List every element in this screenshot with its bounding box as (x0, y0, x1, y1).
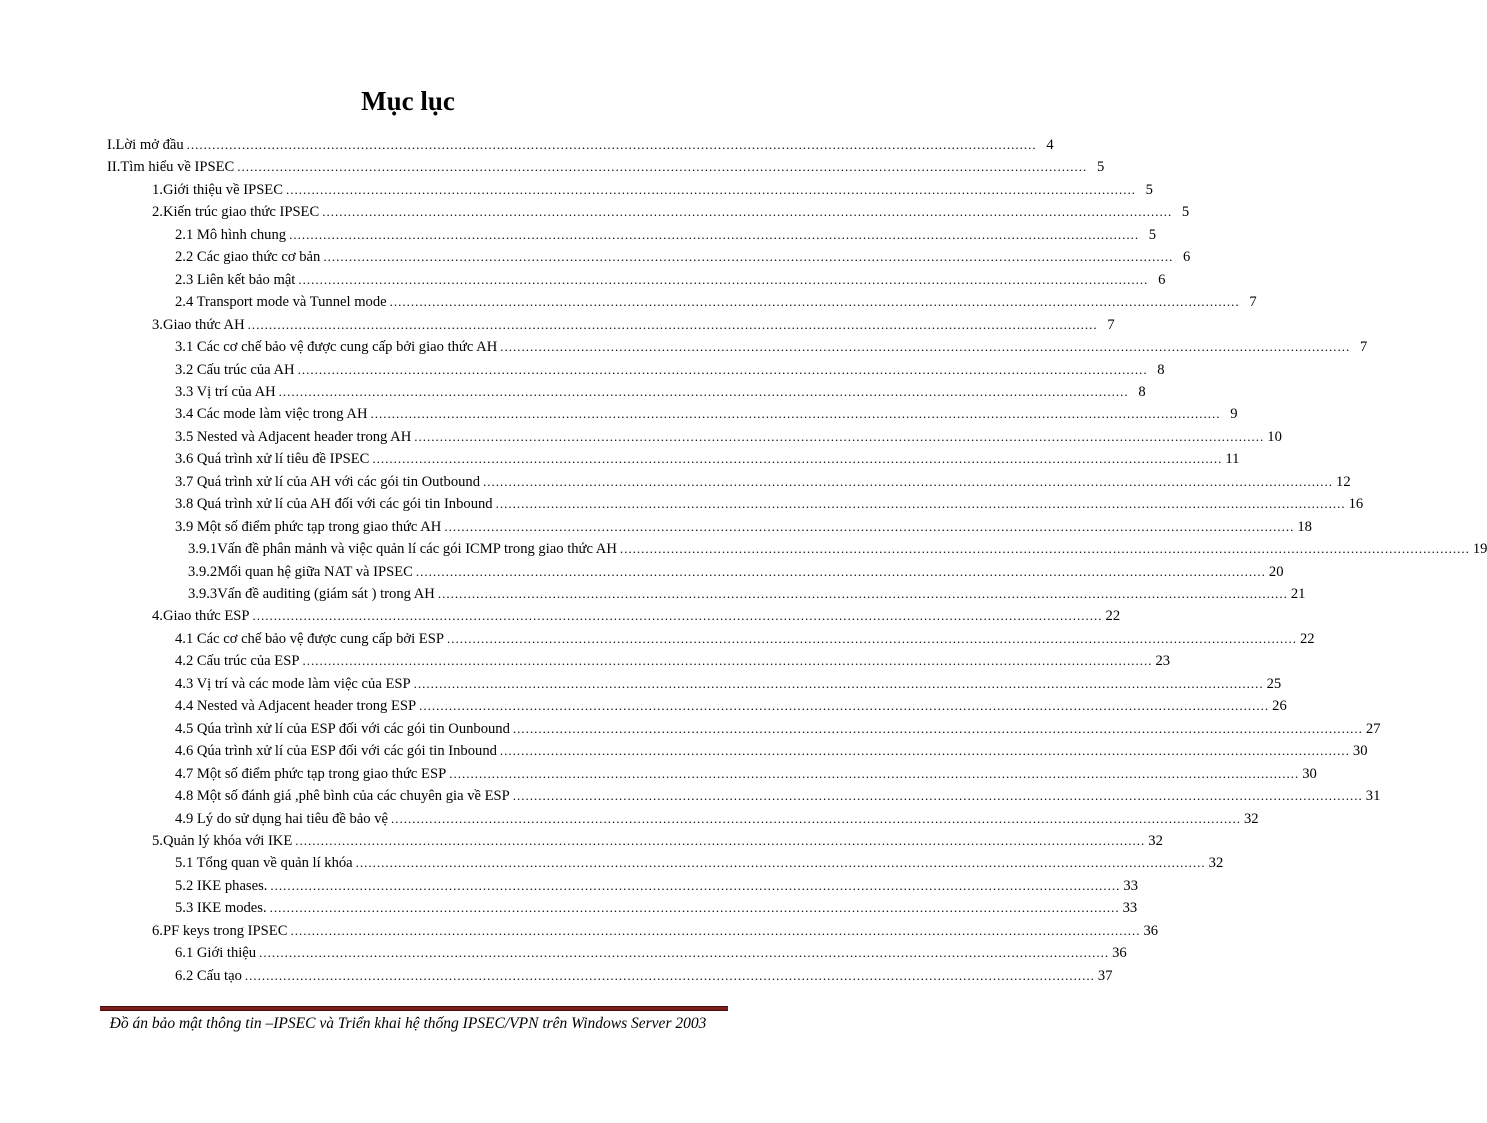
toc-entry-title: Giao thức ESP (162, 608, 250, 625)
toc-entry[interactable] (107, 156, 1105, 178)
toc-entry-page: 5 (1181, 204, 1190, 221)
toc-entry[interactable] (175, 875, 1139, 897)
toc-entry-page: 30 (1302, 765, 1317, 782)
toc-entry-title: Vấn đề phân mảnh và việc quản lí các gói ICMP trong giao thức AH (217, 541, 617, 558)
toc-entry[interactable] (175, 740, 1368, 762)
toc-dot-leader: ........................................................................................................................................................................................................ (186, 137, 1037, 152)
toc-entry-title: 2.1 Mô hình chung (175, 226, 287, 243)
toc-entry[interactable] (188, 538, 1487, 560)
toc-entry[interactable] (152, 179, 1153, 201)
toc-entry-number: I. (107, 137, 116, 153)
toc-entry-title: 3.3 Vị trí của AH (175, 383, 276, 400)
toc-entry-title: 3.8 Quá trình xử lí của AH đối với các gói tin Inbound (175, 496, 493, 513)
toc-dot-leader: ........................................................................................................................................................................................................ (512, 788, 1363, 804)
toc-dot-leader: ........................................................................................................................................................................................................ (413, 675, 1264, 691)
toc-entry[interactable] (175, 650, 1171, 672)
toc-entry-page: 36 (1143, 922, 1159, 939)
toc-entry-number: 3. (152, 316, 163, 333)
toc-entry-page: 7 (1359, 339, 1368, 356)
toc-entry-title: Kiến trúc giao thức IPSEC (162, 204, 320, 221)
toc-entry[interactable] (175, 897, 1138, 919)
toc-entry-page: 12 (1336, 473, 1351, 490)
toc-dot-leader: ........................................................................................................................................................................................................ (244, 967, 1095, 983)
toc-entry[interactable] (107, 134, 1054, 156)
toc-entry-title: Lời mở đầu (115, 137, 184, 153)
toc-entry-page: 32 (1208, 855, 1224, 872)
page-title: Mục lục (361, 86, 455, 116)
toc-entry-number: 6. (152, 922, 163, 939)
toc-entry-title: 3.6 Quá trình xử lí tiêu đề IPSEC (175, 451, 370, 468)
toc-entry-title: Tìm hiểu về IPSEC (120, 159, 235, 176)
toc-entry[interactable] (175, 471, 1351, 493)
toc-entry-title: PF keys trong IPSEC (162, 922, 288, 939)
toc-dot-leader: ........................................................................................................................................................................................................ (512, 720, 1363, 736)
toc-entry-page: 11 (1225, 451, 1240, 468)
toc-entry[interactable] (175, 965, 1113, 987)
toc-dot-leader: ........................................................................................................................................................................................................ (285, 181, 1136, 197)
toc-entry-title: 4.8 Một số đánh giá ,phê bình của các chuyên gia về ESP (175, 788, 510, 805)
toc-entry[interactable] (175, 381, 1146, 403)
toc-entry[interactable] (152, 830, 1163, 852)
toc-dot-leader: ........................................................................................................................................................................................................ (252, 608, 1103, 624)
toc-entry-page: 4 (1046, 137, 1054, 153)
toc-entry-title: Giao thức AH (162, 316, 245, 333)
toc-entry-page: 36 (1112, 945, 1127, 962)
toc-dot-leader: ........................................................................................................................................................................................................ (389, 294, 1240, 310)
toc-entry-page: 33 (1122, 900, 1138, 917)
toc-entry[interactable] (175, 718, 1381, 740)
toc-entry-page: 9 (1230, 406, 1238, 423)
toc-entry-title: 4.3 Vị trí và các mode làm việc của ESP (175, 675, 411, 692)
toc-entry-title: Quản lý khóa với IKE (162, 832, 293, 849)
toc-entry-number: 4. (152, 608, 163, 625)
toc-entry[interactable] (175, 403, 1238, 425)
toc-entry[interactable] (175, 493, 1364, 515)
toc-entry[interactable] (175, 628, 1315, 650)
toc-entry-title: 3.5 Nested và Adjacent header trong AH (175, 428, 412, 445)
toc-entry-title: 2.2 Các giao thức cơ bản (175, 249, 321, 266)
toc-entry[interactable] (175, 359, 1165, 381)
toc-dot-leader: ........................................................................................................................................................................................................ (247, 316, 1098, 332)
toc-dot-leader: ........................................................................................................................................................................................................ (483, 473, 1334, 489)
toc-entry-number: 3.9.2 (188, 563, 218, 580)
toc-entry-page: 26 (1272, 698, 1287, 715)
toc-dot-leader: ........................................................................................................................................................................................................ (437, 586, 1288, 601)
toc-entry[interactable] (175, 942, 1127, 964)
toc-entry[interactable] (188, 583, 1306, 605)
toc-entry-page: 22 (1105, 608, 1121, 625)
toc-entry-page: 37 (1097, 967, 1113, 984)
toc-entry-title: Mối quan hệ giữa NAT và IPSEC (217, 563, 413, 580)
toc-entry-title: 3.7 Quá trình xử lí của AH với các gói tin Outbound (175, 473, 481, 490)
toc-dot-leader: ........................................................................................................................................................................................................ (322, 204, 1173, 220)
toc-dot-leader: ........................................................................................................................................................................................................ (290, 922, 1141, 938)
toc-entry-number: 2. (152, 204, 163, 221)
toc-dot-leader: ........................................................................................................................................................................................................ (372, 451, 1223, 467)
toc-entry[interactable] (152, 201, 1190, 223)
toc-entry-page: 5 (1148, 226, 1157, 243)
toc-entry-page: 6 (1183, 249, 1191, 266)
toc-entry-page: 27 (1365, 720, 1381, 737)
toc-entry-number: 3.9.3 (188, 586, 218, 602)
toc-dot-leader: ........................................................................................................................................................................................................ (278, 383, 1129, 399)
toc-dot-leader: ........................................................................................................................................................................................................ (269, 900, 1120, 916)
toc-entry-page: 18 (1297, 518, 1312, 535)
toc-entry[interactable] (175, 426, 1282, 448)
toc-dot-leader: ........................................................................................................................................................................................................ (259, 945, 1110, 961)
toc-entry-number: II. (107, 159, 121, 176)
toc-entry-title: 3.9 Một số điểm phức tạp trong giao thức AH (175, 518, 442, 535)
toc-entry-title: 4.4 Nested và Adjacent header trong ESP (175, 698, 417, 715)
toc-entry-number: 1. (152, 181, 163, 198)
toc-dot-leader: ........................................................................................................................................................................................................ (391, 810, 1241, 826)
toc-dot-leader: ........................................................................................................................................................................................................ (297, 361, 1148, 377)
toc-dot-leader: ........................................................................................................................................................................................................ (619, 541, 1470, 557)
toc-entry-number: 5. (152, 832, 163, 849)
toc-entry-page: 30 (1352, 743, 1368, 760)
toc-entry-page: 21 (1290, 586, 1306, 602)
toc-entry-page: 25 (1266, 675, 1282, 692)
toc-dot-leader: ........................................................................................................................................................................................................ (295, 832, 1146, 848)
toc-entry[interactable] (175, 852, 1224, 874)
toc-dot-leader: ........................................................................................................................................................................................................ (370, 406, 1221, 422)
toc-entry-title: 3.2 Cấu trúc của AH (175, 361, 295, 378)
toc-entry[interactable] (152, 605, 1121, 627)
toc-dot-leader: ........................................................................................................................................................................................................ (419, 698, 1270, 714)
toc-entry[interactable] (175, 224, 1157, 246)
toc-entry-title: 3.4 Các mode làm việc trong AH (175, 406, 368, 423)
toc-entry-page: 8 (1138, 383, 1146, 400)
toc-dot-leader: ........................................................................................................................................................................................................ (237, 159, 1088, 175)
toc-entry-title: 4.7 Một số điểm phức tạp trong giao thức ESP (175, 765, 447, 782)
toc-entry-title: 5.2 IKE phases. (175, 877, 268, 894)
toc-entry-page: 19 (1472, 541, 1487, 558)
toc-entry-title: 4.5 Qúa trình xử lí của ESP đối với các gói tin Ounbound (175, 720, 510, 737)
toc-entry[interactable] (175, 269, 1166, 291)
toc-entry-page: 33 (1123, 877, 1139, 894)
toc-dot-leader: ........................................................................................................................................................................................................ (270, 877, 1121, 893)
toc-dot-leader: ........................................................................................................................................................................................................ (302, 653, 1153, 669)
toc-entry-page: 20 (1268, 563, 1284, 580)
toc-entry-page: 16 (1348, 496, 1364, 513)
toc-entry[interactable] (175, 695, 1287, 717)
toc-entry-title: 4.9 Lý do sử dụng hai tiêu đề bảo vệ (175, 810, 388, 827)
toc-entry-title: Giới thiệu về IPSEC (162, 181, 283, 198)
toc-entry-page: 7 (1107, 316, 1115, 333)
toc-entry-number: 3.9.1 (188, 541, 218, 558)
toc-entry[interactable] (175, 516, 1312, 538)
toc-dot-leader: ........................................................................................................................................................................................................ (444, 518, 1295, 534)
toc-entry-page: 10 (1267, 428, 1282, 445)
toc-dot-leader: ........................................................................................................................................................................................................ (414, 428, 1265, 444)
toc-entry[interactable] (175, 785, 1381, 807)
toc-entry-page: 32 (1244, 810, 1259, 827)
page-footer: Đồ án bảo mật thông tin –IPSEC và Triển khai hệ thống IPSEC/VPN trên Windows Server 2003 (109, 1015, 707, 1032)
toc-entry[interactable] (175, 808, 1259, 830)
toc-entry[interactable] (175, 448, 1240, 470)
toc-entry[interactable] (175, 763, 1317, 785)
toc-dot-leader: ........................................................................................................................................................................................................ (289, 226, 1140, 242)
toc-dot-leader: ........................................................................................................................................................................................................ (355, 855, 1206, 871)
toc-entry-title: 4.1 Các cơ chế bảo vệ được cung cấp bởi ESP (175, 630, 444, 647)
toc-entry-title: 5.3 IKE modes. (175, 900, 267, 917)
toc-dot-leader: ........................................................................................................................................................................................................ (499, 743, 1350, 759)
toc-entry-title: 2.3 Liên kết bảo mật (175, 271, 296, 288)
toc-entry[interactable] (175, 291, 1257, 313)
toc-entry-page: 7 (1249, 294, 1257, 311)
toc-entry-page: 32 (1148, 832, 1163, 849)
toc-entry-page: 8 (1157, 361, 1165, 378)
toc-dot-leader: ........................................................................................................................................................................................................ (500, 339, 1351, 355)
toc-entry-title: Vấn đề auditing (giám sát ) trong AH (217, 586, 435, 602)
toc-entry-page: 5 (1097, 159, 1105, 176)
toc-entry-title: 5.1 Tổng quan về quản lí khóa (175, 855, 353, 872)
toc-entry-title: 6.2 Cấu tạo (175, 967, 242, 984)
toc-entry[interactable] (175, 246, 1191, 268)
toc-entry-page: 6 (1158, 271, 1166, 288)
toc-entry-page: 23 (1155, 653, 1171, 670)
footer-divider (100, 1006, 728, 1011)
toc-entry[interactable] (175, 673, 1282, 695)
toc-entry-title: 4.6 Qúa trình xử lí của ESP đối với các gói tin Inbound (175, 743, 497, 760)
toc-entry-title: 6.1 Giới thiệu (175, 945, 257, 962)
toc-entry-title: 2.4 Transport mode và Tunnel mode (175, 294, 387, 311)
toc-entry-page: 5 (1145, 181, 1153, 198)
toc-entry-title: 3.1 Các cơ chế bảo vệ được cung cấp bởi giao thức AH (175, 339, 498, 356)
toc-dot-leader: ........................................................................................................................................................................................................ (323, 249, 1174, 265)
toc-entry[interactable] (175, 336, 1368, 358)
toc-entry[interactable] (152, 314, 1115, 336)
toc-entry[interactable] (188, 561, 1284, 583)
toc-entry-page: 31 (1365, 788, 1381, 805)
toc-dot-leader: ........................................................................................................................................................................................................ (495, 496, 1346, 512)
toc-dot-leader: ........................................................................................................................................................................................................ (449, 765, 1300, 781)
toc-dot-leader: ........................................................................................................................................................................................................ (446, 630, 1297, 646)
toc-dot-leader: ........................................................................................................................................................................................................ (298, 271, 1149, 287)
toc-dot-leader: ........................................................................................................................................................................................................ (415, 563, 1266, 579)
toc-entry[interactable] (152, 920, 1159, 942)
toc-entry-title: 4.2 Cấu trúc của ESP (175, 653, 300, 670)
toc-entry-page: 22 (1299, 630, 1315, 647)
